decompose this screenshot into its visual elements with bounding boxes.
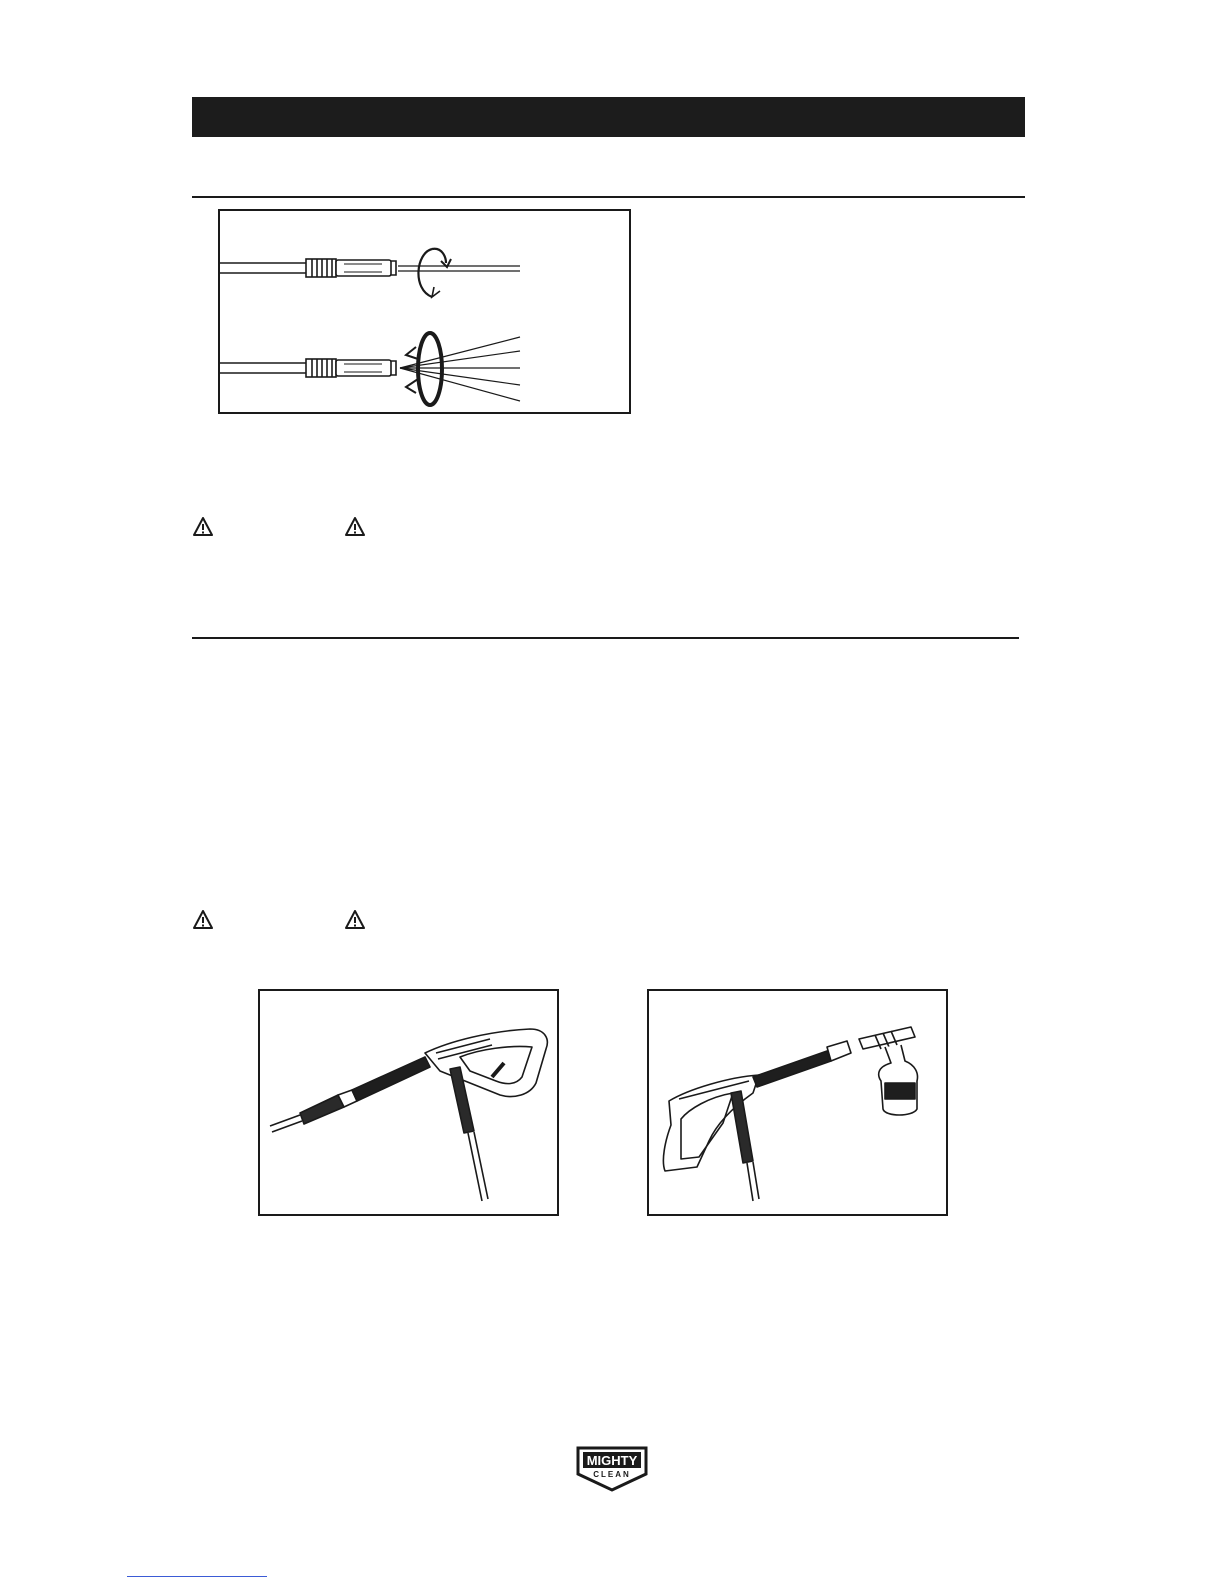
section-divider-top	[192, 196, 1025, 198]
warning-triangle-icon	[345, 517, 365, 537]
section-divider-middle	[192, 637, 1019, 639]
nozzle-adjustment-figure	[218, 209, 631, 414]
brand-logo	[574, 1444, 650, 1492]
warning-triangle-icon	[193, 910, 213, 930]
footer-link-underline	[127, 1576, 267, 1577]
nozzle-adjustment-drawing	[220, 211, 629, 412]
brand-logo-line1: MIGHTY	[586, 1453, 638, 1468]
spray-gun-drawing	[260, 991, 557, 1214]
warning-triangle-icon	[193, 517, 213, 537]
foam-cannon-drawing	[649, 991, 946, 1214]
section-header-bar	[192, 97, 1025, 137]
warning-triangle-icon	[345, 910, 365, 930]
spray-gun-figure	[258, 989, 559, 1216]
brand-logo-line2: CLEAN	[593, 1470, 631, 1479]
foam-cannon-figure	[647, 989, 948, 1216]
